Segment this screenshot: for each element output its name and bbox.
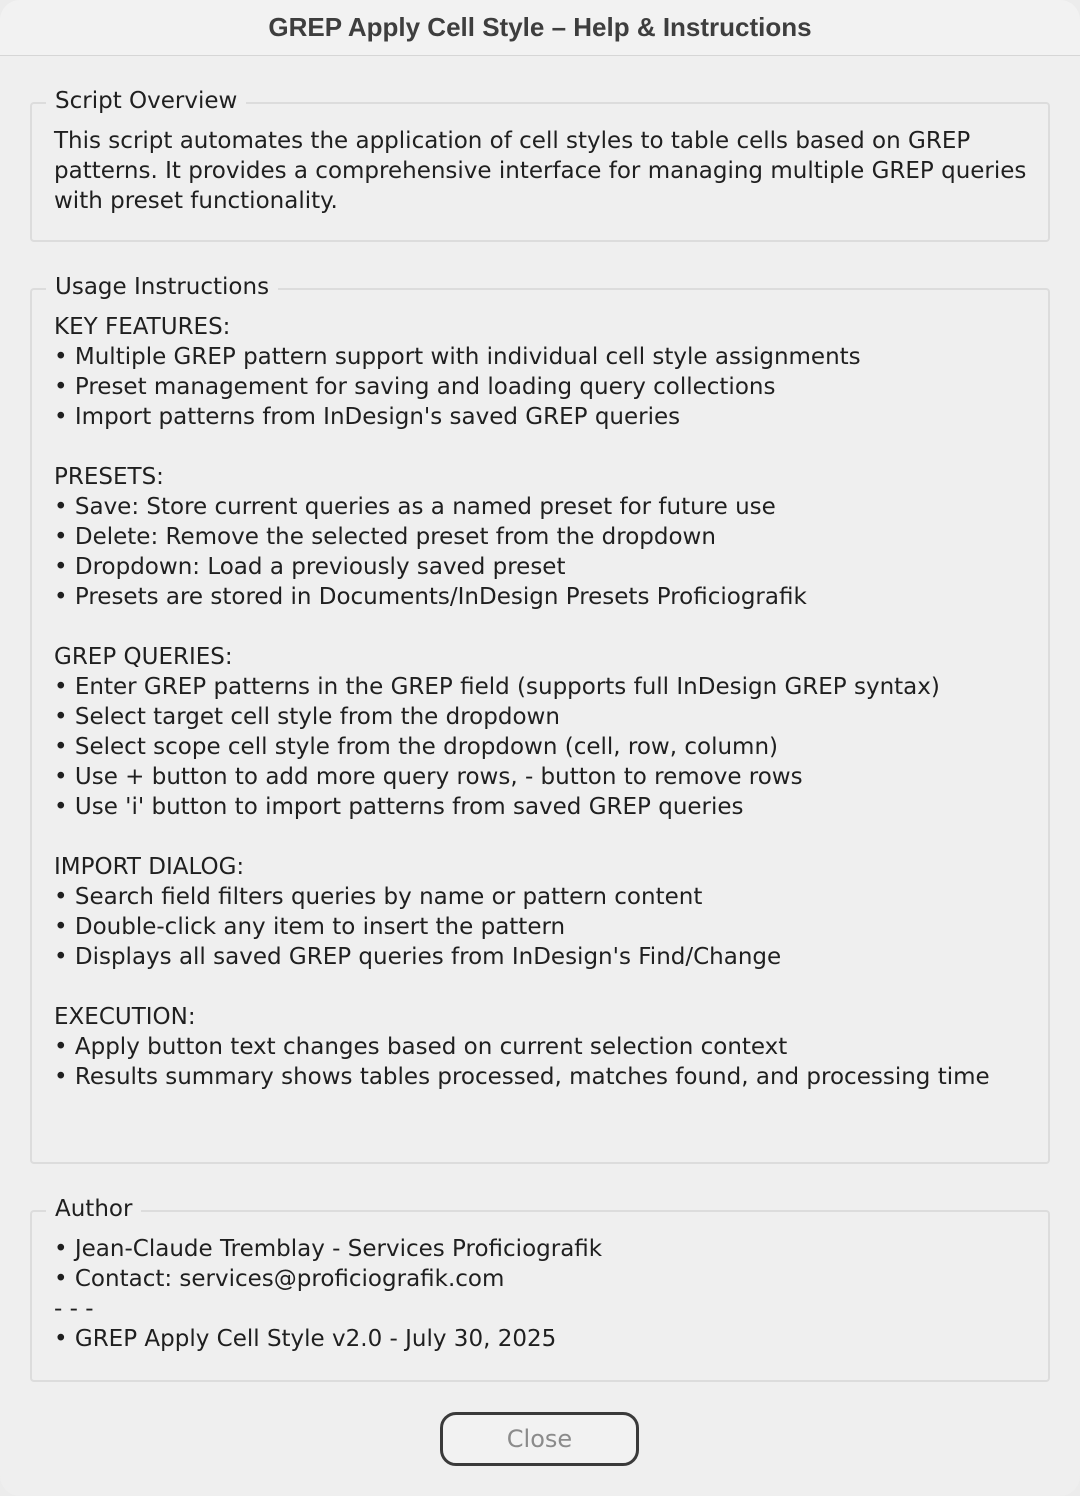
- usage-line: • Preset management for saving and loading query collections: [54, 374, 776, 400]
- usage-line: • Double-click any item to insert the pattern: [54, 914, 566, 940]
- usage-line: • Import patterns from InDesign's saved GREP queries: [54, 404, 681, 430]
- window-title: GREP Apply Cell Style – Help & Instructions: [268, 12, 812, 42]
- usage-panel: [30, 274, 1050, 1164]
- usage-line: [54, 972, 1034, 1002]
- usage-line: • Presets are stored in Documents/InDesign Presets Proficiografik: [54, 584, 807, 610]
- usage-line: [54, 432, 1034, 462]
- usage-line: GREP QUERIES:: [54, 644, 233, 670]
- author-contact-line: • Contact: services@proficiografik.com: [54, 1266, 505, 1292]
- overview-text: This script automates the application of cell styles to table cells based on GREP patterns. It provides a comprehensive interface for managing multiple GREP queries with preset functionality.: [54, 128, 1027, 214]
- author-separator-line: - - -: [54, 1296, 94, 1322]
- usage-line: • Results summary shows tables processed, matches found, and processing time: [54, 1064, 990, 1090]
- usage-line: • Enter GREP patterns in the GREP field (supports full InDesign GREP syntax): [54, 674, 940, 700]
- usage-line: • Save: Store current queries as a named preset for future use: [54, 494, 776, 520]
- usage-line: • Use + button to add more query rows, - button to remove rows: [54, 764, 803, 790]
- usage-instructions-text: [54, 312, 1034, 1092]
- usage-line: • Multiple GREP pattern support with individual cell style assignments: [54, 344, 861, 370]
- usage-line: • Use 'i' button to import patterns from saved GREP queries: [54, 794, 744, 820]
- close-button[interactable]: Close: [440, 1412, 639, 1466]
- usage-line: • Search field filters queries by name or pattern content: [54, 884, 703, 910]
- overview-panel: [30, 88, 1050, 242]
- usage-line: • Select scope cell style from the dropdown (cell, row, column): [54, 734, 779, 760]
- usage-line: EXECUTION:: [54, 1004, 196, 1030]
- usage-line: • Displays all saved GREP queries from InDesign's Find/Change: [54, 944, 782, 970]
- title-bar[interactable]: [0, 0, 1080, 56]
- usage-line: [54, 612, 1034, 642]
- author-text: [54, 1234, 1034, 1354]
- author-version-line: • GREP Apply Cell Style v2.0 - July 30, 2025: [54, 1326, 557, 1352]
- usage-line: KEY FEATURES:: [54, 314, 231, 340]
- overview-panel-label: Script Overview: [46, 86, 246, 116]
- usage-line: PRESETS:: [54, 464, 164, 490]
- usage-line: • Dropdown: Load a previously saved preset: [54, 554, 566, 580]
- author-panel: [30, 1196, 1050, 1382]
- usage-line: IMPORT DIALOG:: [54, 854, 245, 880]
- usage-panel-label: Usage Instructions: [46, 272, 278, 302]
- author-name-line: • Jean-Claude Tremblay - Services Proficiografik: [54, 1236, 603, 1262]
- usage-line: [54, 822, 1034, 852]
- usage-line: • Apply button text changes based on current selection context: [54, 1034, 788, 1060]
- usage-line: • Select target cell style from the dropdown: [54, 704, 560, 730]
- author-panel-label: Author: [46, 1194, 141, 1224]
- usage-line: • Delete: Remove the selected preset from the dropdown: [54, 524, 716, 550]
